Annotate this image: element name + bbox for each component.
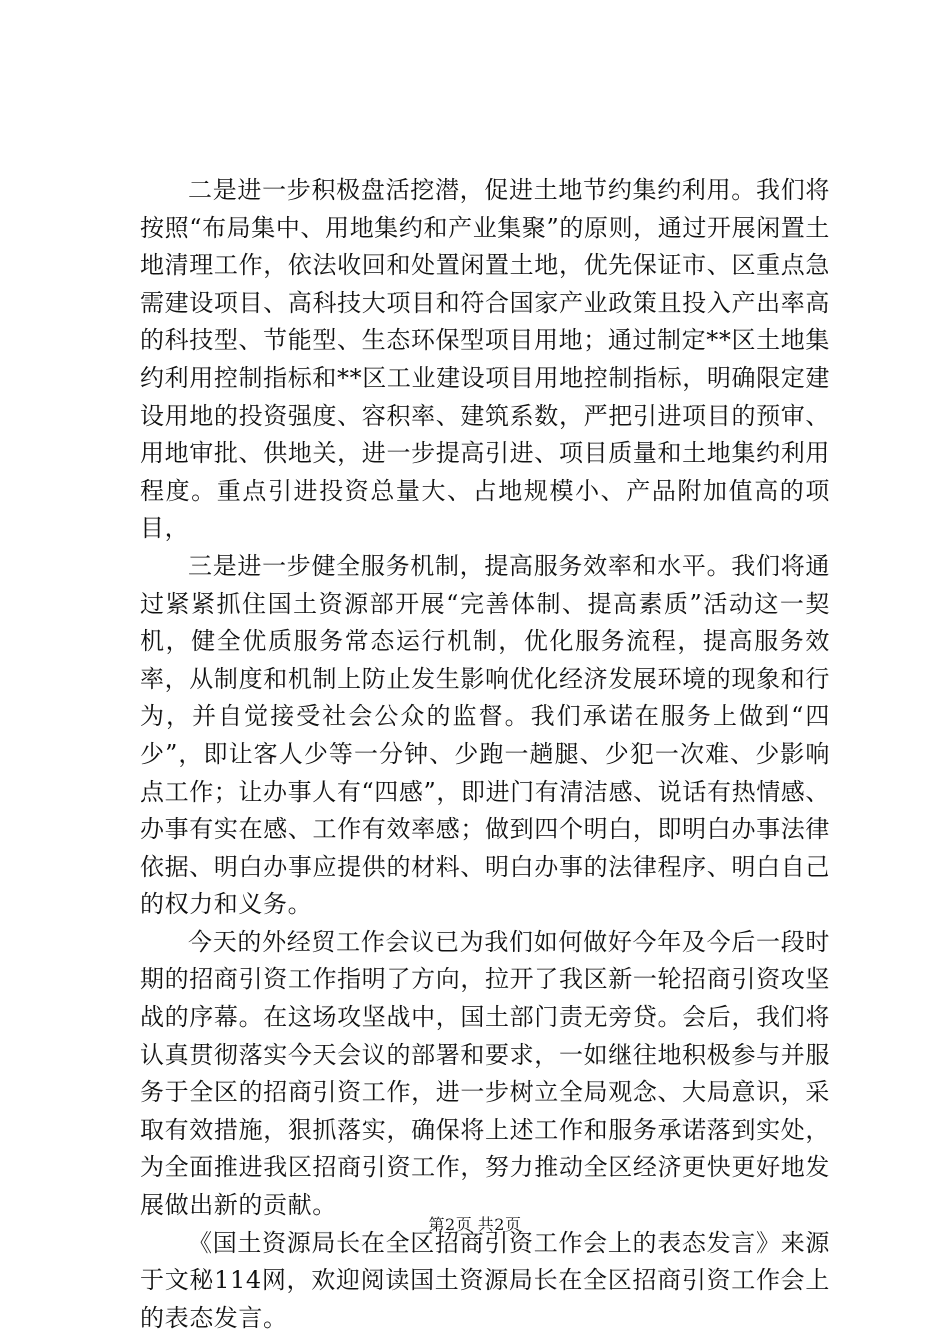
paragraph-conclusion: 今天的外经贸工作会议已为我们如何做好今年及今后一段时期的招商引资工作指明了方向，拉开了我区新一轮招商引资攻坚战的序幕。在这场攻坚战中，国土部门责无旁贷。会后，我们将认真贯彻落实今天会议的部署和要求，一如继往地积极参与并服务于全区的招商引资工作，进一步树立全局观念、大局意识，采取有效措施，狠抓落实，确保将上述工作和服务承诺落到实处，为全面推进我区招商引资工作，努力推动全区经济更快更好地发展做出新的贡献。 — [140, 927, 830, 1220]
document-body — [140, 172, 830, 1337]
paragraph-source-note: 《国土资源局长在全区招商引资工作会上的表态发言》来源于文秘114网，欢迎阅读国土资源局长在全区招商引资工作会上的表态发言。 — [140, 1228, 830, 1332]
paragraph-land-use: 二是进一步积极盘活挖潜，促进土地节约集约利用。我们将按照“布局集中、用地集约和产业集聚”的原则，通过开展闲置土地清理工作，依法收回和处置闲置土地，优先保证市、区重点急需建设项目、高科技大项目和符合国家产业政策且投入产出率高的科技型、节能型、生态环保型项目用地；通过制定**区土地集约利用控制指标和**区工业建设项目用地控制指标，明确限定建设用地的投资强度、容积率、建筑系数，严把引进项目的预审、用地审批、供地关，进一步提高引进、项目质量和土地集约利用程度。重点引进投资总量大、占地规模小、产品附加值高的项目， — [140, 176, 830, 543]
page-number-footer: 第2页 共2页 — [428, 1215, 522, 1234]
paragraph-service-mechanism: 三是进一步健全服务机制，提高服务效率和水平。我们将通过紧紧抓住国土资源部开展“完善体制、提高素质”活动这一契机，健全优质服务常态运行机制，优化服务流程，提高服务效率，从制度和机制上防止发生影响优化经济发展环境的现象和行为，并自觉接受社会公众的监督。我们承诺在服务上做到“四少”，即让客人少等一分钟、少跑一趟腿、少犯一次难、少影响点工作；让办事人有“四感”，即进门有清洁感、说话有热情感、办事有实在感、工作有效率感；做到四个明白，即明白办事法律依据、明白办事应提供的材料、明白办事的法律程序、明白自己的权力和义务。 — [140, 551, 830, 919]
